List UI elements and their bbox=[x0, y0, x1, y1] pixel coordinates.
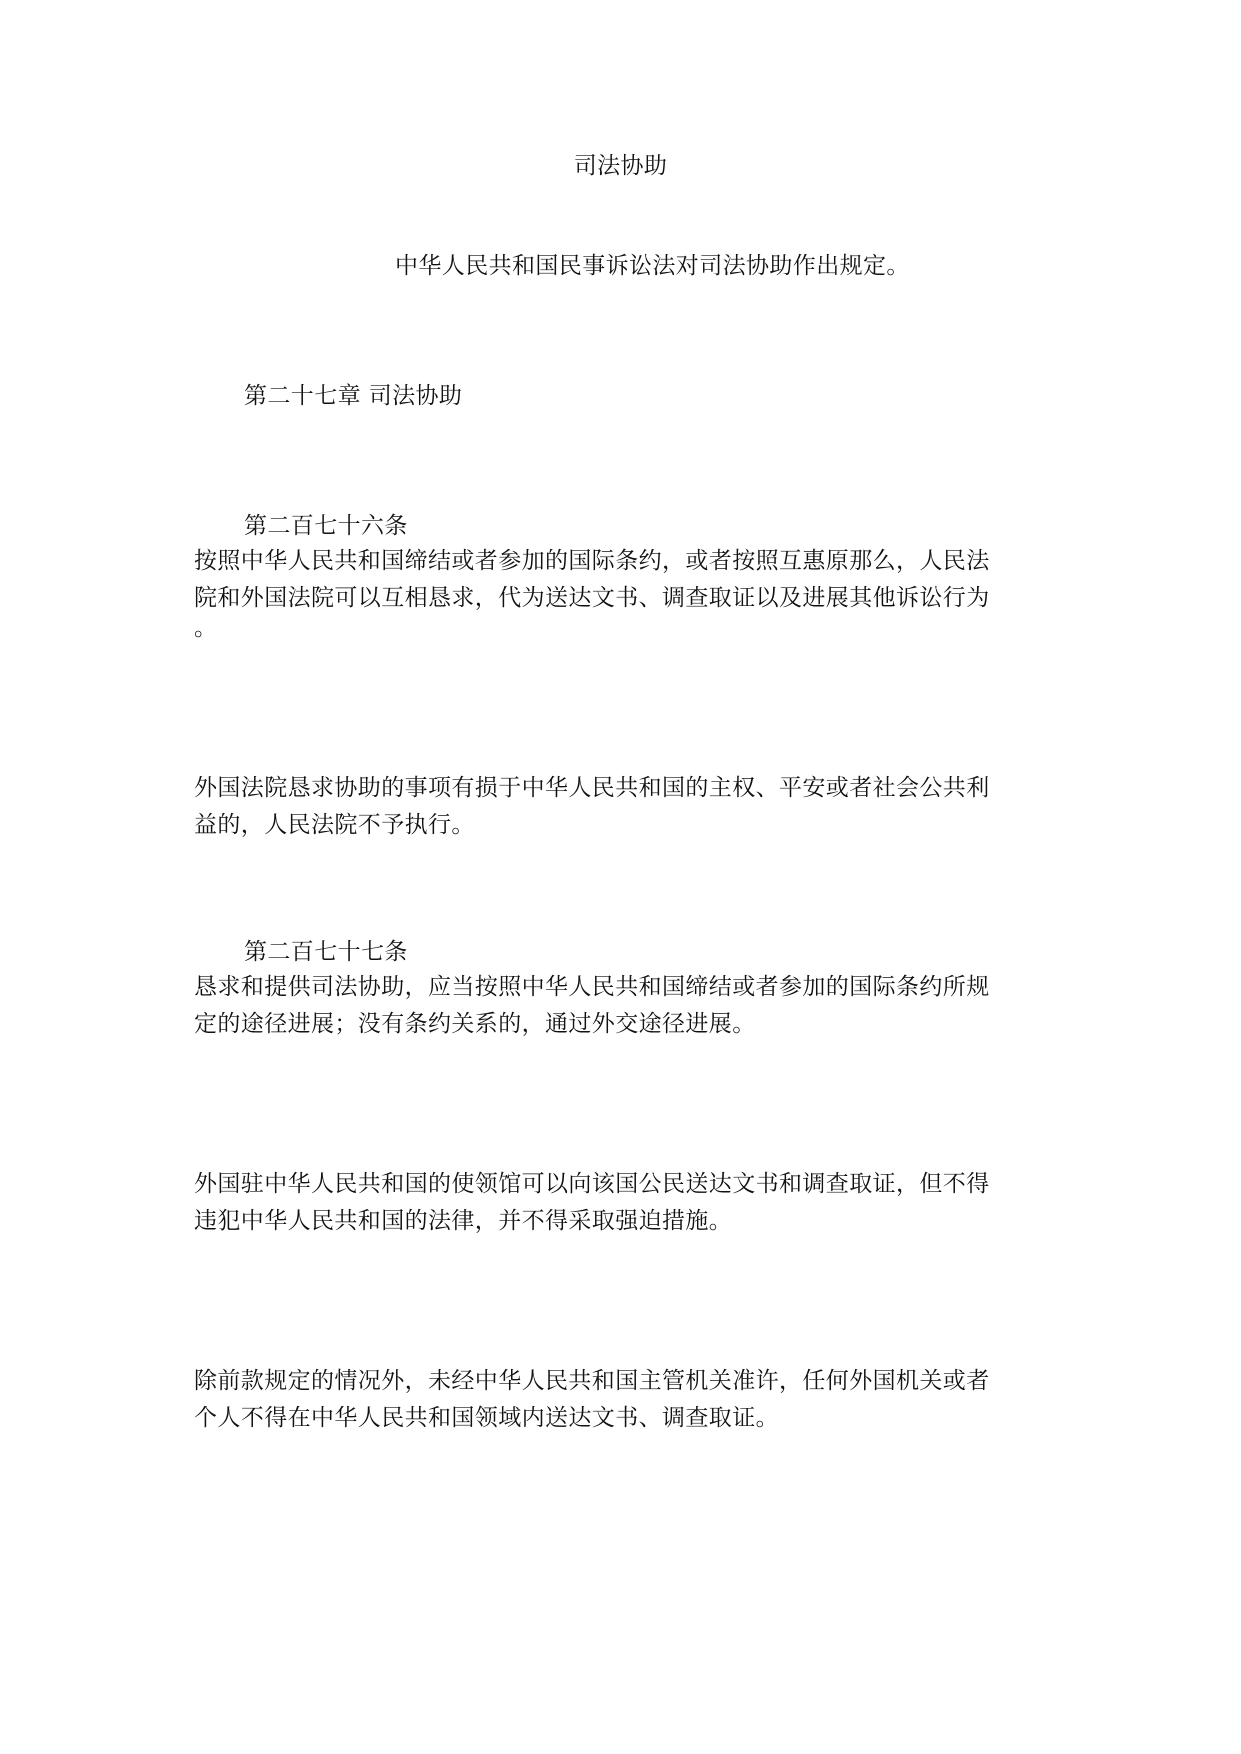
paragraph-line: 益的，人民法院不予执行。 bbox=[194, 812, 475, 838]
paragraph-line: 外国驻中华人民共和国的使领馆可以向该国公民送达文书和调查取证，但不得 bbox=[194, 1171, 990, 1197]
article-heading: 第二百七十七条 bbox=[244, 939, 408, 965]
document-title: 司法协助 bbox=[573, 153, 668, 179]
paragraph-line: 外国法院恳求协助的事项有损于中华人民共和国的主权、平安或者社会公共利 bbox=[194, 775, 990, 801]
intro-text: 中华人民共和国民事诉讼法对司法协助作出规定。 bbox=[395, 253, 910, 279]
paragraph-line: 院和外国法院可以互相恳求，代为送达文书、调查取证以及进展其他诉讼行为 bbox=[194, 585, 990, 611]
paragraph-line: 定的途径进展；没有条约关系的，通过外交途径进展。 bbox=[194, 1011, 756, 1037]
paragraph-line: 恳求和提供司法协助，应当按照中华人民共和国缔结或者参加的国际条约所规 bbox=[194, 974, 990, 1000]
paragraph-line: 除前款规定的情况外，未经中华人民共和国主管机关准许，任何外国机关或者 bbox=[194, 1368, 990, 1394]
paragraph-line: 违犯中华人民共和国的法律，并不得采取强迫措施。 bbox=[194, 1208, 733, 1234]
chapter-heading: 第二十七章 司法协助 bbox=[244, 383, 463, 409]
paragraph-line: 按照中华人民共和国缔结或者参加的国际条约，或者按照互惠原那么，人民法 bbox=[194, 548, 990, 574]
paragraph-line: 。 bbox=[194, 615, 218, 641]
paragraph-line: 个人不得在中华人民共和国领域内送达文书、调查取证。 bbox=[194, 1405, 779, 1431]
article-heading: 第二百七十六条 bbox=[244, 513, 408, 539]
